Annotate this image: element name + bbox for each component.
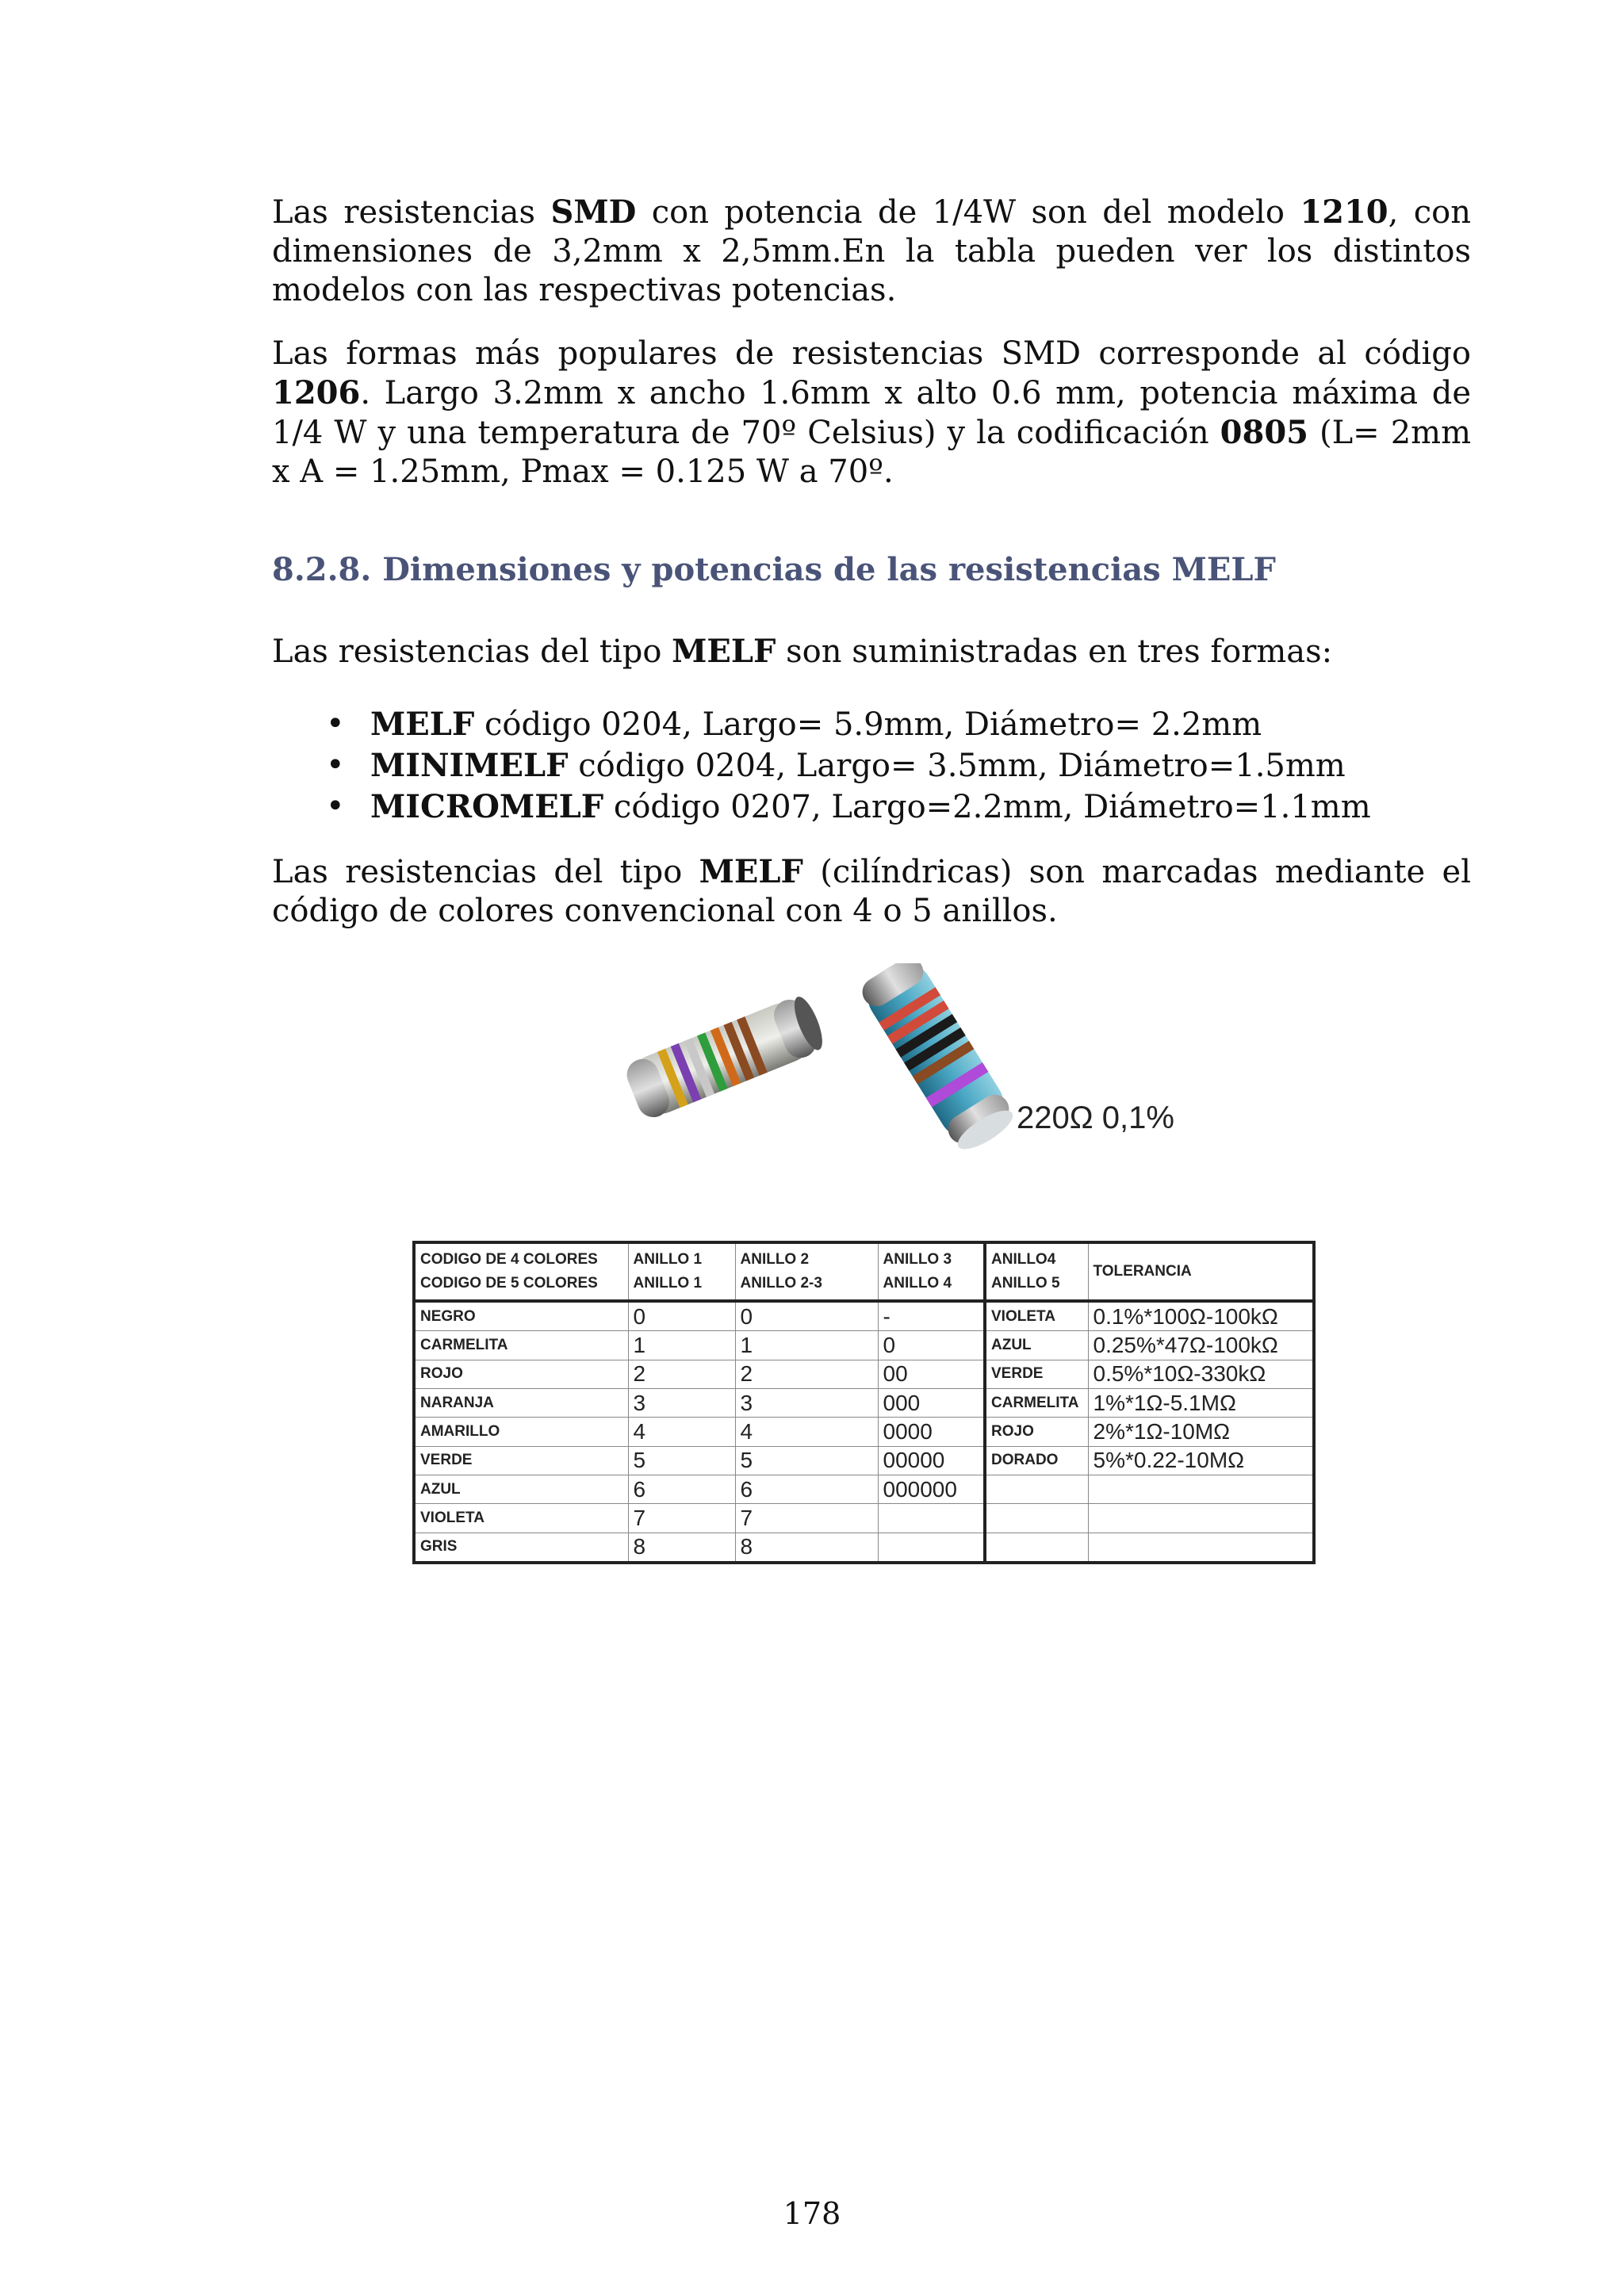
table-cell [878, 1533, 985, 1563]
text: código 0204, Largo= 3.5mm, Diámetro=1.5mm [568, 748, 1346, 784]
text: (cilíndricas) son marcadas mediante el código de colores convencional con 4 o 5 anillos. [272, 854, 1471, 929]
table-cell: VIOLETA [414, 1504, 628, 1533]
table-cell: 2 [735, 1360, 878, 1388]
bold-text: MINIMELF [370, 747, 569, 784]
header-text: ANILLO 5 [991, 1275, 1060, 1292]
table-cell: 0.25%*47Ω-100kΩ [1088, 1331, 1314, 1360]
table-cell: AZUL [985, 1331, 1088, 1360]
text: , con dimensiones de 3,2mm x 2,5mm.En la tabla pueden ver los distintos modelos con las respectivas potencias. [272, 194, 1471, 308]
table-cell: NEGRO [414, 1301, 628, 1331]
section-heading: 8.2.8. Dimensiones y potencias de las resistencias MELF [272, 551, 1276, 588]
text: son suministradas en tres formas: [776, 633, 1333, 670]
table-cell: 6 [735, 1475, 878, 1503]
header-text: ANILLO4 [991, 1251, 1056, 1268]
table-cell: 000000 [878, 1475, 985, 1503]
text: Las formas más populares de resistencias SMD corresponde al código [272, 335, 1471, 372]
header-tolerancia: TOLERANCIA [1088, 1242, 1314, 1301]
table-cell: 000 [878, 1389, 985, 1418]
table-cell [985, 1533, 1088, 1563]
table-cell: 0000 [878, 1418, 985, 1446]
table-row [414, 1418, 1314, 1446]
table-cell: 4 [628, 1418, 735, 1446]
header-anillo-2 [735, 1242, 878, 1301]
table-row [414, 1504, 1314, 1533]
header-anillo-4 [985, 1242, 1088, 1301]
header-text: ANILLO 3 [883, 1251, 952, 1268]
table-row [414, 1331, 1314, 1360]
table-cell: 3 [735, 1389, 878, 1418]
table-row [414, 1446, 1314, 1475]
resistor-4-band-image [622, 992, 829, 1122]
bold-text: 1210 [1300, 193, 1388, 231]
header-text: ANILLO 1 [633, 1251, 703, 1268]
paragraph-smd-1210 [272, 193, 1471, 310]
header-text: CODIGO DE 5 COLORES [420, 1275, 598, 1292]
bold-text: MELF [672, 633, 776, 670]
table-cell [1088, 1504, 1314, 1533]
header-text: CODIGO DE 4 COLORES [420, 1251, 598, 1268]
table-cell: 00 [878, 1360, 985, 1388]
text: Las resistencias [272, 194, 551, 231]
table-cell [985, 1475, 1088, 1503]
header-text: ANILLO 4 [883, 1275, 952, 1292]
bold-text: SMD [550, 193, 637, 231]
page-number: 178 [783, 2196, 841, 2231]
table-cell: 2%*1Ω-10MΩ [1088, 1418, 1314, 1446]
table-cell [1088, 1475, 1314, 1503]
table-cell [878, 1504, 985, 1533]
header-text: ANILLO 1 [633, 1275, 703, 1292]
table-cell: CARMELITA [414, 1331, 628, 1360]
table-cell: 5%*0.22-10MΩ [1088, 1446, 1314, 1475]
table-cell: 7 [628, 1504, 735, 1533]
table-cell: 5 [735, 1446, 878, 1475]
figure-caption: 220Ω 0,1% [1017, 1100, 1174, 1135]
paragraph-melf-intro [272, 632, 1471, 672]
table-cell: VERDE [985, 1360, 1088, 1388]
header-codigo [414, 1242, 628, 1301]
table-cell: 0.5%*10Ω-330kΩ [1088, 1360, 1314, 1388]
table-cell: NARANJA [414, 1389, 628, 1418]
table-cell: 1 [735, 1331, 878, 1360]
text: Las resistencias del tipo [272, 633, 672, 670]
table-row [414, 1389, 1314, 1418]
table-cell: ROJO [985, 1418, 1088, 1446]
table-row [414, 1360, 1314, 1388]
header-anillo-1 [628, 1242, 735, 1301]
header-text: ANILLO 2 [740, 1251, 810, 1268]
table-cell: VIOLETA [985, 1301, 1088, 1331]
table-cell [1088, 1533, 1314, 1563]
header-text: ANILLO 2-3 [740, 1275, 822, 1292]
text: . Largo 3.2mm x ancho 1.6mm x alto 0.6 mm, potencia máxima de 1/4 W y una temperatura de 70º Celsius) y la codificación [272, 375, 1471, 451]
table-row [414, 1533, 1314, 1563]
table-cell: AMARILLO [414, 1418, 628, 1446]
text: Las resistencias del tipo [272, 854, 699, 890]
table-cell: 0 [735, 1301, 878, 1331]
list-item [272, 786, 1371, 828]
text: (L= 2mm x A = 1.25mm, Pmax = 0.125 W a 70º. [272, 415, 1472, 490]
table-cell: CARMELITA [985, 1389, 1088, 1418]
table-row [414, 1475, 1314, 1503]
table-cell: 00000 [878, 1446, 985, 1475]
table-header-row [414, 1242, 1314, 1301]
text: código 0207, Largo=2.2mm, Diámetro=1.1mm [603, 789, 1371, 825]
table-cell: GRIS [414, 1533, 628, 1563]
table-cell: 8 [628, 1533, 735, 1563]
bold-text: MELF [699, 853, 803, 890]
table-cell: 5 [628, 1446, 735, 1475]
table-cell: 7 [735, 1504, 878, 1533]
paragraph-smd-1206 [272, 335, 1471, 492]
table-cell: DORADO [985, 1446, 1088, 1475]
table-cell: 1 [628, 1331, 735, 1360]
bold-text: MICROMELF [370, 788, 604, 825]
bold-text: 1206 [272, 374, 361, 411]
text: código 0204, Largo= 5.9mm, Diámetro= 2.2mm [474, 706, 1262, 743]
color-code-table-wrapper [412, 1241, 1312, 1564]
text: con potencia de 1/4W son del modelo [636, 194, 1300, 231]
table-cell: 0 [628, 1301, 735, 1331]
bullet: • [326, 747, 345, 783]
color-code-table [412, 1241, 1316, 1564]
table-cell: 2 [628, 1360, 735, 1388]
resistor-220-ohm-image [857, 963, 1020, 1157]
bold-text: 0805 [1220, 414, 1308, 451]
bold-text: MELF [370, 706, 475, 743]
table-cell: 0.1%*100Ω-100kΩ [1088, 1301, 1314, 1331]
table-cell: 6 [628, 1475, 735, 1503]
list-item [272, 704, 1371, 745]
table-cell [985, 1504, 1088, 1533]
bullet: • [326, 706, 345, 742]
table-cell: 1%*1Ω-5.1MΩ [1088, 1389, 1314, 1418]
paragraph-melf-colors [272, 852, 1471, 931]
table-cell: VERDE [414, 1446, 628, 1475]
table-row [414, 1301, 1314, 1331]
table-cell: 3 [628, 1389, 735, 1418]
table-cell: - [878, 1301, 985, 1331]
header-anillo-3 [878, 1242, 985, 1301]
table-cell: ROJO [414, 1360, 628, 1388]
table-cell: 8 [735, 1533, 878, 1563]
table-cell: 0 [878, 1331, 985, 1360]
table-cell: AZUL [414, 1475, 628, 1503]
table-cell: 4 [735, 1418, 878, 1446]
melf-forms-list [272, 704, 1371, 828]
bullet: • [326, 788, 345, 825]
list-item [272, 745, 1371, 786]
